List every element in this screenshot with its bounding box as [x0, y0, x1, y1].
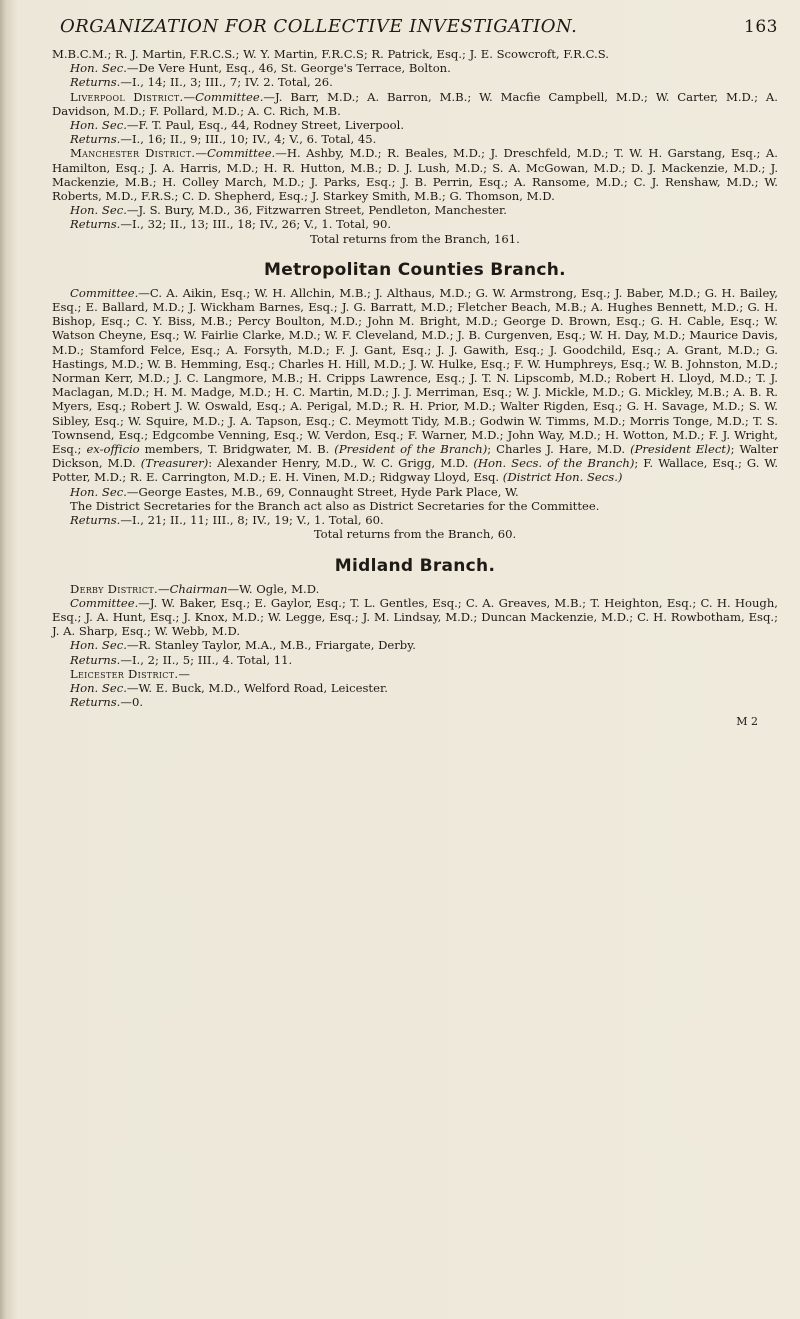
derby-chairman: Derby District.—Chairman—W. Ogle, M.D. — [70, 581, 320, 596]
page-number: 163 — [744, 17, 778, 37]
liverpool-hon-sec: Hon. Sec.—F. T. Paul, Esq., 44, Rodney Street, Liverpool. — [70, 118, 404, 133]
derby-hon-sec: Hon. Sec.—R. Stanley Taylor, M.A., M.B., Friargate, Derby. — [70, 638, 416, 653]
metropolitan-committee: Committee.—C. A. Aikin, Esq.; W. H. Allchin, M.B.; J. Althaus, M.D.; G. W. Armstrong, Esq.; J. Baber, M.D.; G. H. Bailey, Esq.; E. Ballard, M.D.; J. Wickham Barnes, Esq.; J. G. Barratt, M.D.; Fletcher Beach, M.B.; A. Hughes Bennett, M.D.; G. H. Bishop, Esq.; C. Y. Biss, M.B.; Percy Boulton, M.D.; John M. Bright, M.D.; George D. Brown, Esq.; G. H. Cable, Esq.; W. Watson Cheyne, Esq.; W. Fairlie Clarke, M.D.; W. F. Cleveland, M.D.; J. B. Curgenven, Esq.; W. H. Day, M.D.; Maurice Davis, M.D.; Stamford Felce, Esq.; A. Forsyth, M.D.; F. J. Gant, Esq.; J. J. Gawith, Esq.; J. Goodchild, Esq.; A. Grant, M.D.; G. Hastings, M.D.; W. B. Hemming, Esq.; Charles H. Hill, M.D.; J. W. Hulke, Esq.; F. W. Humphreys, Esq.; W. B. Johnston, M.D.; Norman Kerr, M.D.; J. C. Langmore, M.B.; H. Cripps Lawrence, Esq.; J. T. N. Lipscomb, M.D.; Robert H. Lloyd, M.D.; T. J. Maclagan, M.D.; H. M. Madge, M.D.; H. C. Martin, M.D.; J. J. Merriman, Esq.; W. J. Mickle, M.D.; G. Mickley, M.B.; A. B. R. Myers, Esq.; Robert J. W. Oswald, Esq.; A. Perigal, M.D.; R. H. Prior, M.D.; Walter Rigden, Esq.; G. H. Savage, M.D.; S. W. Sibley, Esq.; W. Squire, M.D.; J. A. Tapson, Esq.; C. Meymott Tidy, M.B.; Godwin W. Timms, M.D.; Morris Tonge, M.D.; T. S. Townsend, Esq.; Edgcombe Venning, Esq.; W. Verdon, Esq.; F. Warner, M.D.; John Way, M.D.; H. Wotton, M.D.; F. J. Wright, Esq.; ex-officio members, T. Bridgwater, M. B. (President of the Branch); Charles J. Hare, M.D. (President Elect); Walter Dickson, M.D. (Treasurer): Alexander Henry, M.D., W. C. Grigg, M.D. (Hon. Secs. of the Branch); F. Wallace, Esq.; G. W. Potter, M.D.; R. E. Carrington, M.D.; E. H. Vinen, M.D.; Ridgway Lloyd, Esq. (District Hon. Secs.) — [52, 285, 779, 485]
running-header — [60, 16, 778, 37]
midland-heading: Midland Branch. — [334, 555, 496, 576]
metropolitan-returns: Returns.—I., 21; II., 11; III., 8; IV., 19; V., 1. Total, 60. — [70, 513, 384, 528]
manchester-committee: Manchester District.—Committee.—H. Ashby, M.D.; R. Beales, M.D.; J. Dreschfeld, M.D.; T. W. H. Garstang, Esq.; A. Hamilton, Esq.; J. A. Harris, M.D.; H. R. Hutton, M.B.; D. J. Lush, M.D.; S. A. McGowan, M.D.; D. J. Mackenzie, M.D.; J. Mackenzie, M.B.; H. Colley March, M.D.; J. Parks, Esq.; J. B. Perrin, Esq.; A. Ransome, M.D.; C. J. Renshaw, M.D.; W. Roberts, M.D., F.R.S.; C. D. Shepherd, Esq.; J. Starkey Smith, M.B.; G. Thomson, M.D. — [52, 146, 778, 204]
liverpool-returns: Returns.—I., 16; II., 9; III., 10; IV., 4; V., 6. Total, 45. — [70, 132, 377, 147]
metropolitan-hon-sec: Hon. Sec.—George Eastes, M.B., 69, Connaught Street, Hyde Park Place, W. — [70, 484, 519, 499]
signature-mark: M 2 — [736, 715, 758, 729]
manchester-returns: Returns.—I., 32; II., 13; III., 18; IV., 26; V., 1. Total, 90. — [70, 217, 392, 232]
leicester-hon-sec: Hon. Sec.—W. E. Buck, M.D., Welford Road, Leicester. — [70, 680, 388, 695]
derby-returns: Returns.—I., 2; II., 5; III., 4. Total, 11. — [70, 652, 293, 667]
derby-committee: Committee.—J. W. Baker, Esq.; E. Gaylor, Esq.; T. L. Gentles, Esq.; C. A. Greaves, M.B.; T. Heighton, Esq.; C. H. Hough, Esq.; J. A. Hunt, Esq.; J. Knox, M.D.; W. Legge, Esq.; J. M. Lindsay, M.D.; Duncan Mackenzie, M.D.; C. H. Rowbotham, Esq.; J. A. Sharp, Esq.; W. Webb, M.D. — [52, 595, 778, 639]
metropolitan-note: The District Secretaries for the Branch act also as District Secretaries for the Committee. — [70, 498, 600, 513]
leicester-returns: Returns.—0. — [70, 695, 144, 710]
liverpool-committee: Liverpool District.—Committee.—J. Barr, M.D.; A. Barron, M.B.; W. Macfie Campbell, M.D.; W. Carter, M.D.; A. Davidson, M.D.; F. Pollard, M.D.; A. C. Rich, M.B. — [52, 89, 778, 118]
metropolitan-branch-total: Total returns from the Branch, 60. — [313, 527, 517, 542]
manchester-branch-total: Total returns from the Branch, 161. — [310, 231, 520, 246]
bolton-hon-sec: Hon. Sec.—De Vere Hunt, Esq., 46, St. George's Terrace, Bolton. — [70, 61, 451, 76]
bolton-committee-continuation: M.B.C.M.; R. J. Martin, F.R.C.S.; W. Y. Martin, F.R.C.S; R. Patrick, Esq.; J. E. Scowcroft, F.R.C.S. — [52, 47, 609, 61]
leicester-district: Leicester District.— — [70, 666, 190, 681]
running-title: ORGANIZATION FOR COLLECTIVE INVESTIGATION. — [60, 16, 578, 37]
manchester-hon-sec: Hon. Sec.—J. S. Bury, M.D., 36, Fitzwarren Street, Pendleton, Manchester. — [70, 203, 507, 218]
page-content — [52, 16, 778, 728]
metropolitan-heading: Metropolitan Counties Branch. — [264, 259, 566, 280]
bolton-returns: Returns.—I., 14; II., 3; III., 7; IV. 2. Total, 26. — [70, 75, 333, 90]
